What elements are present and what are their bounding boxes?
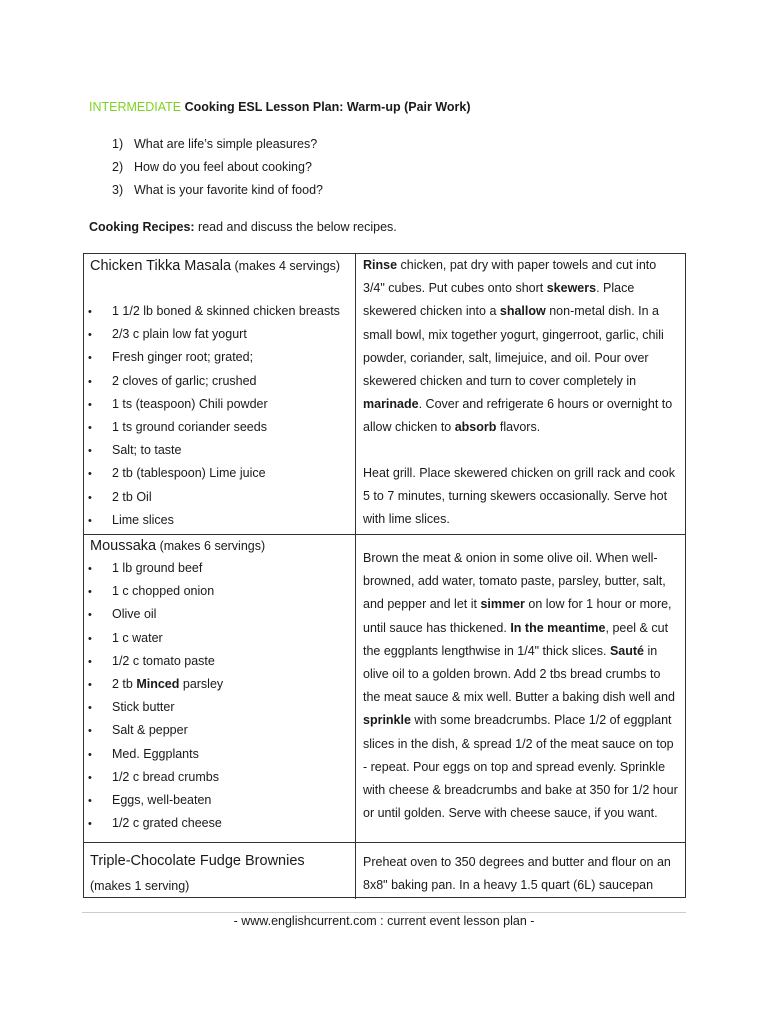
directions-text: Brown the meat & onion in some olive oil. When well-browned, add water, tomato paste, parsley, butter, salt, and pepper and let it [363, 551, 666, 612]
directions-text: on low for 1 hour or more, until sauce has thickened. [363, 597, 672, 635]
list-item: • 2 tb Minced parsley [88, 676, 224, 691]
recipe-servings: (makes 6 servings) [156, 539, 266, 553]
list-item: • Lime slices [88, 512, 174, 527]
recipe-servings: (makes 4 servings) [231, 259, 341, 273]
directions-text: , peel & cut the eggplants lengthwise in 1/4" thick slices. [363, 620, 669, 658]
directions-paragraph [363, 462, 679, 532]
recipe-title [90, 538, 265, 554]
ingredient-text: Eggs, well-beaten [112, 792, 212, 807]
directions-bold: In the meantime [510, 620, 606, 635]
directions-text: with some breadcrumbs. Place 1/2 of eggplant slices in the dish, & spread 1/2 of the meat sauce on top - repeat. Pour eggs on top and spread evenly. Sprinkle with cheese & breadcrumbs and bake at 350 for 1/2 hour or until golden. Serve with cheese sauce, if you want. [363, 713, 678, 821]
recipe-title [90, 258, 340, 274]
recipe-name: Chicken Tikka Masala [90, 258, 232, 274]
question-number: 2) [112, 160, 124, 174]
list-item: • Olive oil [88, 607, 157, 622]
ingredient-text: Olive oil [112, 607, 157, 622]
list-item: • Stick butter [88, 700, 175, 715]
list-item: • Salt & pepper [88, 723, 188, 738]
question-item [112, 159, 323, 182]
list-item: • 1 c chopped onion [88, 584, 215, 599]
ingredient-text: Salt; to taste [112, 443, 182, 458]
directions-bold: shallow [499, 304, 546, 319]
list-item: • Eggs, well-beaten [88, 792, 212, 807]
directions-text: . Place skewered chicken into a [363, 281, 635, 319]
ingredient-text: Lime slices [112, 512, 174, 527]
directions-bold: Rinse [363, 258, 398, 272]
level-label: INTERMEDIATE [89, 100, 182, 114]
directions-bold: simmer [480, 597, 525, 612]
list-item: • Salt; to taste [88, 443, 182, 458]
directions-bold: skewers [546, 281, 597, 296]
ingredient-text: 2 cloves of garlic; crushed [112, 373, 257, 388]
recipes-intro [89, 220, 397, 234]
question-text: What are life’s simple pleasures? [134, 137, 318, 151]
ingredient-text: Fresh ginger root; grated; [112, 350, 254, 365]
list-item: • 1/2 c bread crumbs [88, 769, 219, 784]
recipe-row-tikka-masala [84, 254, 685, 534]
page-footer: - www.englishcurrent.com : current event lesson plan - [233, 914, 535, 928]
lesson-title [89, 100, 471, 114]
ingredient-text: Salt & pepper [112, 723, 188, 738]
recipe-name: Triple-Chocolate Fudge Brownies [90, 853, 305, 869]
question-item [112, 182, 323, 205]
directions-paragraph [363, 547, 679, 825]
directions-bold: sprinkle [363, 713, 411, 728]
directions-text: . Cover and refrigerate 6 hours or overnight to allow chicken to [363, 397, 673, 435]
ingredients-cell [84, 254, 356, 534]
list-item: • 2 tb Oil [88, 489, 152, 504]
directions-text: in olive oil to a golden brown. Add 2 tbs bread crumbs to the meat sauce & mix well. Butter a baking dish well and [363, 643, 675, 705]
list-item: • 1 ts ground coriander seeds [88, 419, 267, 434]
question-item [112, 136, 323, 159]
ingredient-text: 2/3 c plain low fat yogurt [112, 327, 247, 342]
recipe-servings: (makes 1 serving) [90, 879, 190, 893]
ingredient-text: 1 ts ground coriander seeds [112, 419, 267, 434]
recipe-row-moussaka [84, 534, 685, 843]
ingredient-text: 2 tb (tablespoon) Lime juice [112, 466, 266, 481]
ingredient-list [88, 303, 340, 535]
ingredient-text: Stick butter [112, 700, 175, 715]
directions-text: flavors. [496, 420, 541, 435]
question-number: 3) [112, 183, 124, 197]
question-text: What is your favorite kind of food? [134, 183, 323, 197]
ingredient-text: 1/2 c bread crumbs [112, 769, 219, 784]
recipe-name: Moussaka [90, 538, 157, 554]
directions-text: non-metal dish. In a small bowl, mix together yogurt, gingerroot, garlic, chili powder, coriander, salt, limejuice, and oil. Pour over skewered chicken and turn to cover completely in [363, 304, 664, 389]
directions-text: Heat grill. Place skewered chicken on grill rack and cook 5 to 7 minutes, turning skewers occasionally. Serve hot with lime slices. [363, 466, 675, 527]
question-text: How do you feel about cooking? [134, 160, 312, 174]
list-item: • 1 lb ground beef [88, 561, 203, 575]
ingredient-text: 2 tb Oil [112, 489, 152, 504]
list-item: • 1 c water [88, 630, 163, 645]
intro-label: Cooking Recipes: [89, 220, 195, 234]
list-item: • 1 1/2 lb boned & skinned chicken breasts [88, 304, 340, 318]
intro-text: read and discuss the below recipes. [194, 220, 397, 234]
ingredient-text: 1 1/2 lb boned & skinned chicken breasts [112, 304, 340, 318]
ingredient-text: 2 tb Minced parsley [112, 676, 224, 691]
ingredient-text: 1/2 c tomato paste [112, 653, 215, 668]
directions-paragraph [363, 254, 679, 440]
ingredient-text: 1 ts (teaspoon) Chili powder [112, 396, 268, 411]
ingredient-text: 1 c water [112, 630, 163, 645]
ingredients-cell [84, 535, 356, 843]
list-item: • 1 ts (teaspoon) Chili powder [88, 396, 268, 411]
warmup-questions [112, 136, 323, 205]
directions-text: chicken, pat dry with paper towels and cut into 3/4" cubes. Put cubes onto short [363, 258, 657, 296]
ingredient-list [88, 560, 223, 838]
list-item: • 2 cloves of garlic; crushed [88, 373, 257, 388]
directions-bold: Sauté [609, 643, 644, 658]
list-item: • 2/3 c plain low fat yogurt [88, 327, 247, 342]
directions-bold: marinade [363, 397, 419, 412]
list-item: • 2 tb (tablespoon) Lime juice [88, 466, 266, 481]
ingredient-text: 1 lb ground beef [112, 561, 203, 575]
question-number: 1) [112, 137, 124, 151]
ingredient-text: Med. Eggplants [112, 746, 199, 761]
list-item: • Med. Eggplants [88, 746, 199, 761]
list-item: • 1/2 c grated cheese [88, 816, 222, 831]
recipes-table [83, 253, 686, 898]
ingredients-cell [84, 843, 356, 899]
recipe-row-brownies [84, 842, 685, 899]
directions-text: Preheat oven to 350 degrees and butter and flour on an 8x8" baking pan. In a heavy 1.5 quart (6L) saucepan [363, 855, 671, 893]
recipe-title [90, 853, 305, 869]
list-item: • Fresh ginger root; grated; [88, 350, 254, 365]
list-item: • 1/2 c tomato paste [88, 653, 215, 668]
directions-bold: absorb [454, 420, 497, 435]
title-text: Cooking ESL Lesson Plan: Warm-up (Pair Work) [181, 100, 471, 114]
ingredient-text: 1 c chopped onion [112, 584, 215, 599]
footer-divider [82, 912, 686, 913]
ingredient-text: 1/2 c grated cheese [112, 816, 222, 831]
directions-paragraph [363, 851, 679, 897]
